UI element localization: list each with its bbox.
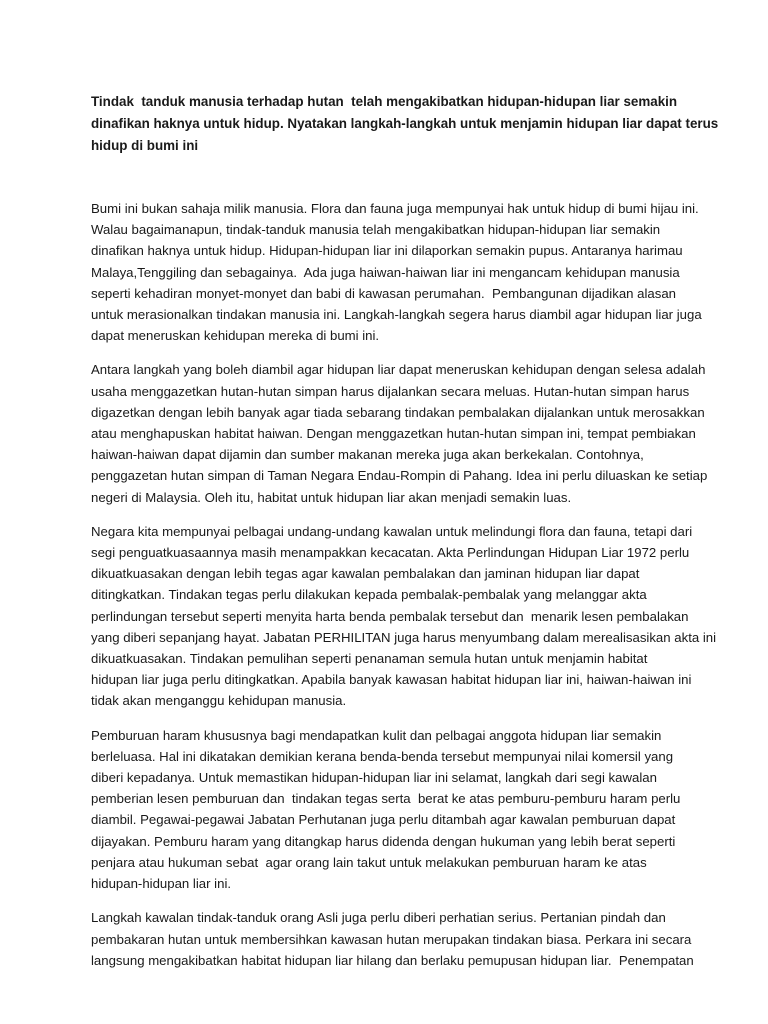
text-line: diberi kepadanya. Untuk memastikan hidupan-hidupan liar ini selamat, langkah dari segi kawalan <box>91 770 657 786</box>
text-line: perlindungan tersebut seperti menyita harta benda pembalak tersebut dan menarik lesen pembalakan <box>91 608 689 624</box>
text-line: Langkah kawalan tindak-tanduk orang Asli juga perlu diberi perhatian serius. Pertanian pindah dan <box>91 910 666 926</box>
text-line: dinafikan haknya untuk hidup. Hidupan-hidupan liar ini dilaporkan semakin pupus. Antaranya harimau <box>91 243 683 259</box>
text-line: ditingkatkan. Tindakan tegas perlu dilakukan kepada pembalak-pembalak yang melanggar akta <box>91 587 647 603</box>
text-line: pemberian lesen pemburuan dan tindakan tegas serta berat ke atas pemburu-pemburu haram perlu <box>91 791 681 807</box>
text-line: Negara kita mempunyai pelbagai undang-undang kawalan untuk melindungi flora dan fauna, tetapi dari <box>91 523 693 539</box>
text-line: pembakaran hutan untuk membersihkan kawasan hutan merupakan tindakan biasa. Perkara ini secara <box>91 931 692 947</box>
text-line: dikuatkuasakan. Tindakan pemulihan seperti penanaman semula hutan untuk menjamin habitat <box>91 651 648 667</box>
text-line: Bumi ini bukan sahaja milik manusia. Flora dan fauna juga mempunyai hak untuk hidup di bumi hijau ini. <box>91 201 699 216</box>
text-line: Antara langkah yang boleh diambil agar hidupan liar dapat meneruskan kehidupan dengan selesa adalah <box>91 362 706 378</box>
text-line: untuk merasionalkan tindakan manusia ini. Langkah-langkah segera harus diambil agar hidupan liar juga <box>91 307 702 323</box>
text-line: atau menghapuskan habitat haiwan. Dengan menggazetkan hutan-hutan simpan ini, tempat pembiakan <box>91 426 696 442</box>
title-line: hidup di bumi ini <box>91 138 199 153</box>
page-title <box>91 91 719 157</box>
text-line: hidupan liar juga perlu ditingkatkan. Apabila banyak kawasan habitat hidupan liar ini, haiwan-haiwan ini <box>91 672 692 688</box>
paragraph-orang-asli <box>91 907 695 971</box>
text-line: segi penguatkuasaannya masih menampakkan kecacatan. Akta Perlindungan Hidupan Liar 1972 perlu <box>91 545 690 561</box>
text-line: dijayakan. Pemburu haram yang ditangkap harus didenda dengan hukuman yang lebih berat seperti <box>91 833 676 849</box>
text-line: berleluasa. Hal ini dikatakan demikian kerana benda-benda tersebut mempunyai nilai komersil yang <box>91 748 674 764</box>
text-line: Malaya,Tenggiling dan sebagainya. Ada juga haiwan-haiwan liar ini mengancam kehidupan manusia <box>91 264 680 280</box>
text-line: negeri di Malaysia. Oleh itu, habitat untuk hidupan liar akan menjadi semakin luas. <box>91 489 572 505</box>
text-line: dikuatkuasakan dengan lebih tegas agar kawalan pembalakan dan jaminan hidupan liar dapat <box>91 566 640 582</box>
text-line: dapat meneruskan kehidupan mereka di bumi ini. <box>91 328 380 344</box>
paragraph-hutan-simpan <box>91 359 708 507</box>
text-line: hidupan-hidupan liar ini. <box>91 876 232 892</box>
text-line: yang diberi sepanjang hayat. Jabatan PERHILITAN juga harus menyumbang dalam merealisasikan akta ini <box>91 629 717 645</box>
paragraph-intro <box>91 198 702 346</box>
text-line: tidak akan menganggu kehidupan manusia. <box>91 693 347 709</box>
title-line: dinafikan haknya untuk hidup. Nyatakan langkah-langkah untuk menjamin hidupan liar dapat terus <box>91 116 719 131</box>
text-line: digazetkan dengan lebih banyak agar tiada sebarang tindakan pembalakan dijalankan untuk merosakkan <box>91 404 705 420</box>
text-line: seperti kehadiran monyet-monyet dan babi di kawasan perumahan. Pembangunan dijadikan alasan <box>91 285 677 301</box>
text-line: penggazetan hutan simpan di Taman Negara Endau-Rompin di Pahang. Idea ini perlu diluaskan ke setiap <box>91 468 708 484</box>
text-line: Pemburuan haram khususnya bagi mendapatkan kulit dan pelbagai anggota hidupan liar semakin <box>91 727 662 743</box>
text-line: langsung mengakibatkan habitat hidupan liar hilang dan berlaku pemupusan hidupan liar. Penempatan <box>91 952 694 968</box>
title-line: Tindak tanduk manusia terhadap hutan telah mengakibatkan hidupan-hidupan liar semakin <box>91 94 678 109</box>
text-line: diambil. Pegawai-pegawai Jabatan Perhutanan juga perlu ditambah agar kawalan pemburuan dapat <box>91 812 676 828</box>
text-line: Walau bagaimanapun, tindak-tanduk manusia telah mengakibatkan hidupan-hidupan liar semakin <box>91 222 661 238</box>
text-line: haiwan-haiwan dapat dijamin dan sumber makanan mereka juga akan berkekalan. Contohnya, <box>91 447 644 463</box>
paragraph-pemburuan-haram <box>91 725 695 895</box>
paragraph-undang-undang <box>91 521 717 712</box>
text-line: usaha menggazetkan hutan-hutan simpan harus dijalankan secara meluas. Hutan-hutan simpan harus <box>91 383 690 399</box>
text-line: penjara atau hukuman sebat agar orang lain takut untuk melakukan pemburuan haram ke atas <box>91 854 647 870</box>
document-page <box>91 91 719 984</box>
